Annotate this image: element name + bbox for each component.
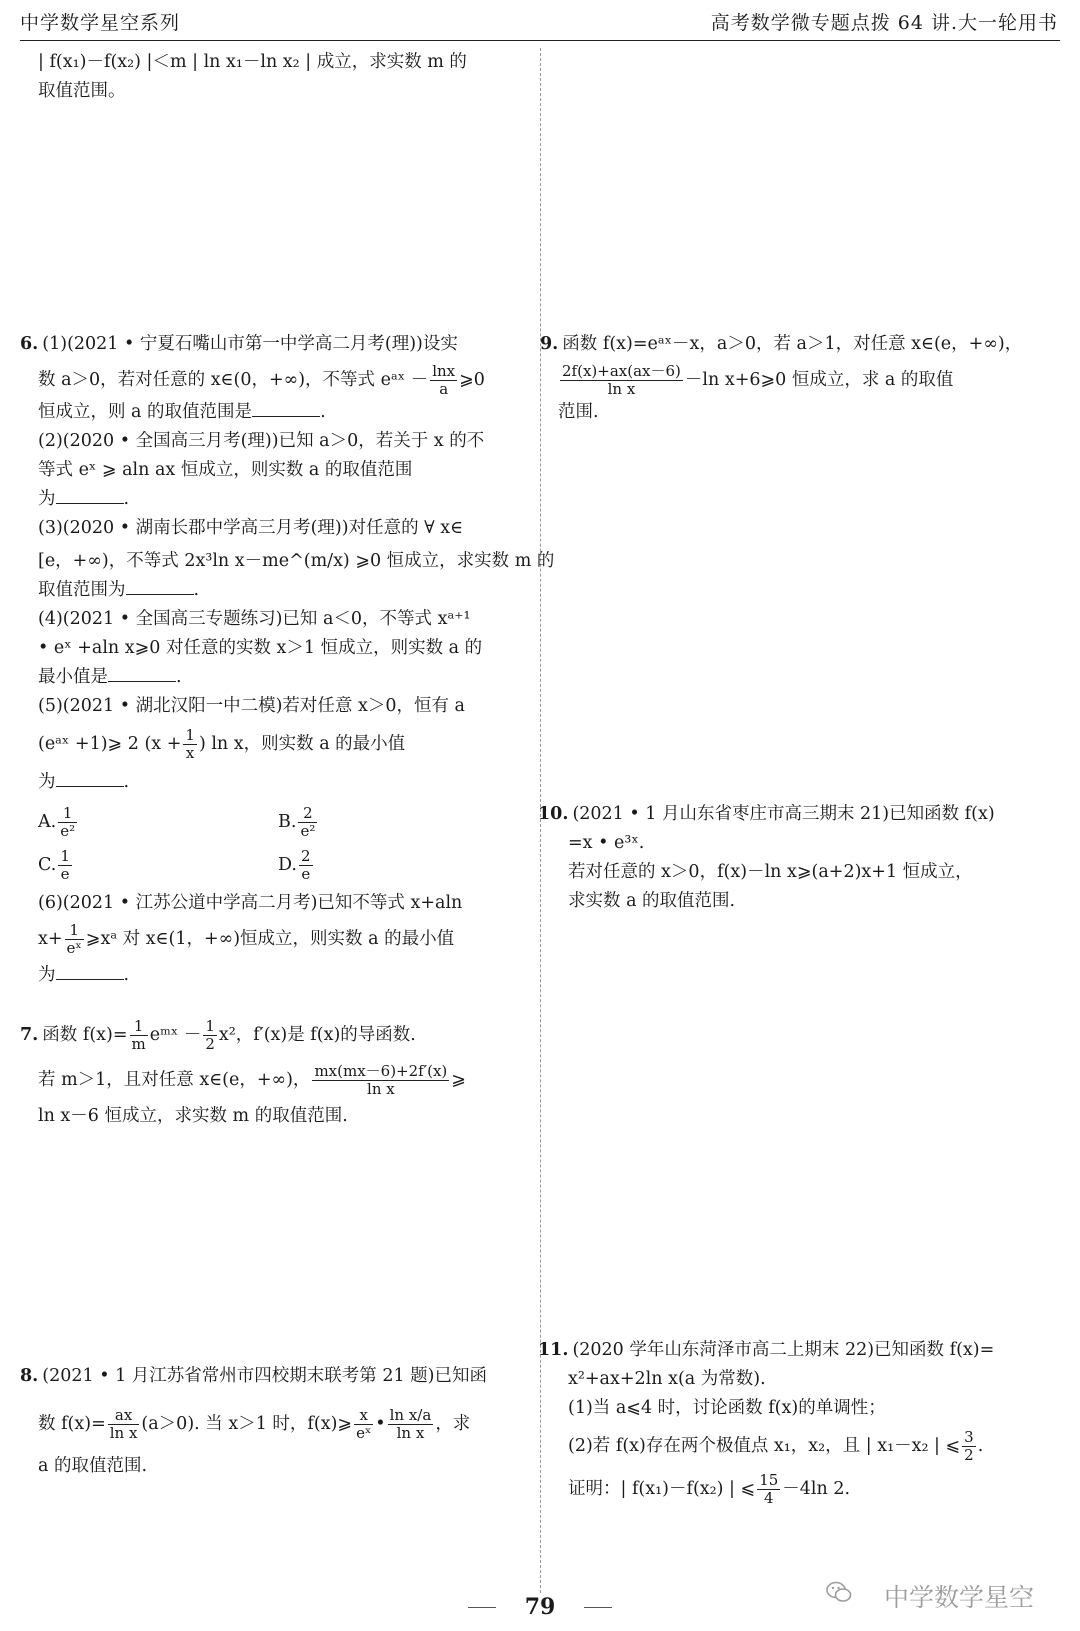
question-number: 10. [538,804,569,824]
question-8: 8. (2021 • 1 月江苏省常州市四校期末联考第 21 题)已知函 数 f(x)= $\frac{ax}{\text{ln x}}$ (a＞0). 当 x＞1 时，f(x)⩾ $\frac{x}{\text{eˣ}}$ • $\frac{\text{ln x/a}}{\text{ln x}}$ ，求 a 的取值范围. [20,1366,488,1476]
page-header [0,0,1080,44]
question-11: 11. (2020 学年山东菏泽市高二上期末 22)已知函数 f(x)= x²+ax+2ln x(a 为常数). (1)当 a⩽4 时，讨论函数 f(x)的单调性； (2)若 f(x)存在两个极值点 x₁，x₂，且 | x₁－x₂ | ⩽ $\frac{3}{2}$ . 证明：| f(x₁)－f(x₂) | ⩽ $\frac{15}{4}$ －4ln 2. [538,1340,995,1507]
question-number: 11. [538,1340,569,1360]
answer-blank[interactable] [56,768,124,787]
fraction: $\frac{1}{\text{eˣ}}$ [66,921,82,957]
options-row-1 [38,805,518,840]
fraction: $\frac{15}{4}$ [759,1471,779,1507]
fraction: $\frac{\ln x}{a}$ [432,362,456,398]
question-number: 9. [540,334,559,354]
header-rule [20,40,1060,41]
question-9: 9. 函数 f(x)=eᵃˣ－x，a＞0，若 a＞1，对任意 x∈(e，+∞)， $\frac{2f(x)+ax(ax-6)}{\text{ln x}}$ －ln x+6⩾0 恒成立，求 a 的取值 范围. [540,334,1023,422]
page-number: 79 [524,1594,556,1620]
answer-blank[interactable] [252,398,320,417]
fraction: $\frac{2f(x)+ax(ax-6)}{\text{ln x}}$ [562,362,681,398]
fraction: $\frac{ax}{\text{ln x}}$ [109,1406,138,1442]
question-number: 7. [20,1025,39,1045]
fraction: $\frac{x}{\text{eˣ}}$ [356,1406,372,1442]
fraction: $\frac{1}{x}$ [185,726,195,762]
footer-dash [584,1607,612,1608]
option-c[interactable]: C. $\frac{1}{e}$ [38,847,70,883]
answer-blank[interactable] [56,961,124,980]
series-title: 中学数学星空系列 [20,12,181,34]
book-title: 高考数学微专题点拨 64 讲.大一轮用书 [710,12,1058,34]
continuation-text: | f(x₁)－f(x₂) |＜m | ln x₁－ln x₂ | 成立，求实数 m 的 取值范围。 [38,52,467,101]
watermark: 中学数学星空 [883,1583,1034,1612]
options-row-2 [38,848,518,883]
answer-blank[interactable] [126,576,194,595]
answer-blank[interactable] [108,663,176,682]
question-number: 8. [20,1366,39,1386]
question-7: 7. 函数 f(x)= $\frac{1}{m}$ eᵐˣ － $\frac{1}{2}$ x²，f′(x)是 f(x)的导函数. 若 m＞1，且对任意 x∈(e，+∞)， $\frac{mx(mx-6)+2f'(x)}{\text{ln x}}$ ⩾ ln x－6 恒成立，求实数 m 的取值范围. [20,1017,466,1126]
fraction: $\frac{3}{2}$ [964,1428,974,1464]
question-6: 6. (1)(2021 • 宁夏石嘴山市第一中学高二月考(理))设实 数 a＞0，若对任意的 x∈(0，+∞)，不等式 eᵃˣ － $\frac{\ln x}{a}$ ⩾0 恒成立，则 a 的取值范围是 . (2)(2020 • 全国高三月考(理))已知 a＞0，若关于 x 的不 等式 eˣ ⩾ aln ax 恒成立，则实数 a 的取值范围 为 . (3)(2020 • 湖南长郡中学高三月考(理))对任意的 ∀ x∈ [e，+∞)，不等式 2x³ln x－me^(m/x) ⩾0 恒成立，求实数 m 的 取值范围为 . (4)(2021 • 全国高三专题练习)已知 a＜0，不等式 xᵃ⁺¹ • eˣ +aln x⩾0 对任意的实数 x＞1 恒成立，则实数 a 的 最小值是 . (5)(2021 • 湖北汉阳一中二模)若对任意 x＞0，恒有 a (eᵃˣ +1)⩾ 2 (x + $\frac{1}{x}$ ) ln x，则实数 a 的最小值 为 . A. $\frac{1}{\text{e²}}$ B. $\frac{2}{\text{e²}}$ C. $\frac{1}{e}$ D. $\frac{2}{e}$ (6)(2021 • 江苏公道中学高二月考)已知不等式 x+aln x+ $\frac{1}{\text{eˣ}}$ ⩾xᵃ 对 x∈(1，+∞)恒成立，则实数 a 的最小值 为 . [20,334,555,985]
question-10: 10. (2021 • 1 月山东省枣庄市高三期末 21)已知函数 f(x) =x • e³ˣ. 若对任意的 x＞0，f(x)－ln x⩾(a+2)x+1 恒成立， 求实数 a 的取值范围. [538,804,995,911]
fraction: $\frac{1}{2}$ [205,1017,215,1053]
fraction: $\frac{mx(mx-6)+2f'(x)}{\text{ln x}}$ [314,1062,448,1098]
option-a[interactable]: A. $\frac{1}{\text{e²}}$ [38,804,76,840]
fraction: $\frac{\text{ln x/a}}{\text{ln x}}$ [389,1406,432,1442]
question-number: 6. [20,334,39,354]
wechat-icon [826,1580,852,1610]
option-b[interactable]: B. $\frac{2}{\text{e²}}$ [278,804,316,840]
option-d[interactable]: D. $\frac{2}{e}$ [278,847,311,883]
fraction: $\frac{1}{m}$ [131,1017,146,1053]
answer-blank[interactable] [56,485,124,504]
